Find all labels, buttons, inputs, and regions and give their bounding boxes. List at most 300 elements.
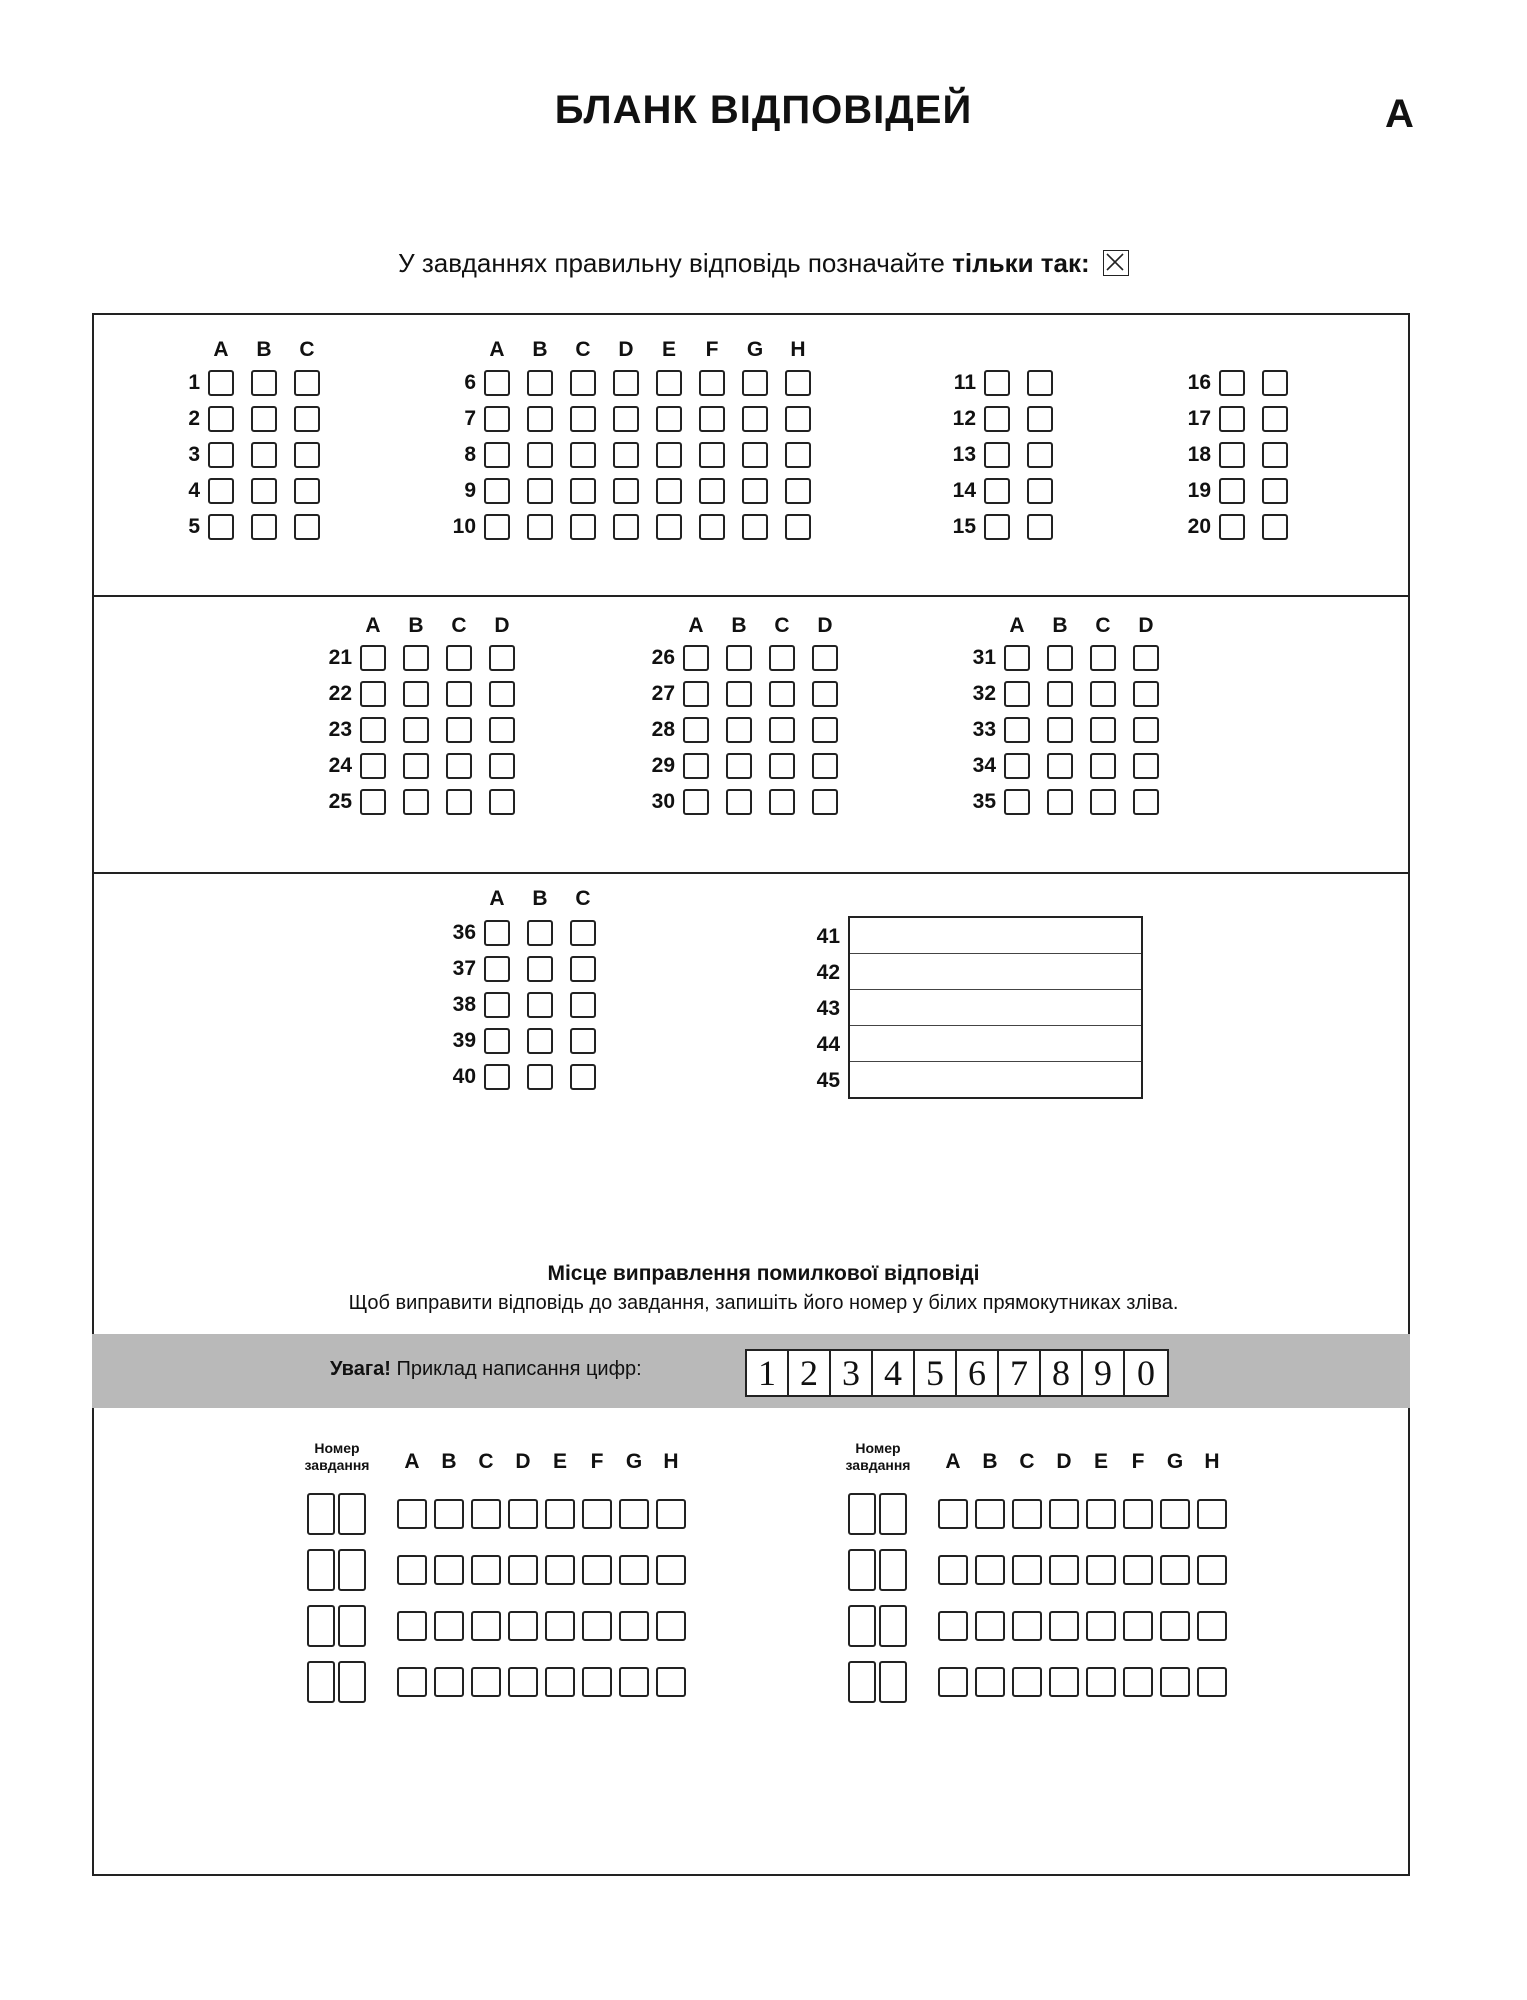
answer-checkbox[interactable] <box>360 645 386 671</box>
answer-checkbox[interactable] <box>1004 681 1030 707</box>
answer-checkbox[interactable] <box>446 645 472 671</box>
question-number: 29 <box>651 754 675 777</box>
correction-checkbox[interactable] <box>1012 1667 1042 1697</box>
answer-checkbox[interactable] <box>294 478 320 504</box>
answer-checkbox[interactable] <box>699 442 725 468</box>
task-number-cell[interactable] <box>307 1493 335 1535</box>
task-number-cell[interactable] <box>338 1661 366 1703</box>
option-letter: D <box>1138 614 1154 637</box>
answer-checkbox[interactable] <box>769 789 795 815</box>
answer-checkbox[interactable] <box>208 442 234 468</box>
answer-checkbox[interactable] <box>1133 645 1159 671</box>
question-number: 43 <box>816 997 840 1020</box>
answer-checkbox[interactable] <box>656 370 682 396</box>
task-number-label-line1: Номер <box>314 1440 360 1456</box>
answer-checkbox[interactable] <box>489 681 515 707</box>
answer-checkbox[interactable] <box>403 753 429 779</box>
answer-checkbox[interactable] <box>812 645 838 671</box>
answer-checkbox[interactable] <box>812 753 838 779</box>
question-number: 37 <box>452 957 476 980</box>
instruction-bold: тільки так: <box>952 248 1090 278</box>
question-number: 38 <box>452 993 476 1016</box>
answer-checkbox[interactable] <box>656 478 682 504</box>
answer-checkbox[interactable] <box>484 1028 510 1054</box>
correction-checkbox[interactable] <box>471 1611 501 1641</box>
correction-checkbox[interactable] <box>1160 1499 1190 1529</box>
answer-checkbox[interactable] <box>742 370 768 396</box>
correction-checkbox[interactable] <box>1012 1499 1042 1529</box>
answer-checkbox[interactable] <box>984 370 1010 396</box>
open-answer-box[interactable] <box>848 916 1143 1099</box>
answer-checkbox[interactable] <box>683 753 709 779</box>
answer-checkbox[interactable] <box>570 1064 596 1090</box>
question-number: 28 <box>651 718 675 741</box>
answer-checkbox[interactable] <box>726 645 752 671</box>
correction-checkbox[interactable] <box>1160 1667 1190 1697</box>
question-number: 5 <box>188 515 200 538</box>
correction-checkbox[interactable] <box>938 1611 968 1641</box>
answer-checkbox[interactable] <box>984 514 1010 540</box>
answer-checkbox[interactable] <box>1047 645 1073 671</box>
option-letter: A <box>365 614 381 637</box>
answer-checkbox[interactable] <box>726 717 752 743</box>
option-letter: C <box>1095 614 1111 637</box>
answer-checkbox[interactable] <box>251 478 277 504</box>
answer-checkbox[interactable] <box>570 406 596 432</box>
correction-checkbox[interactable] <box>434 1667 464 1697</box>
open-answer-row[interactable] <box>850 1026 1141 1062</box>
answer-checkbox[interactable] <box>294 442 320 468</box>
option-letter: B <box>532 887 548 910</box>
correction-checkbox[interactable] <box>1012 1611 1042 1641</box>
option-letter: B <box>256 338 272 361</box>
option-letter: G <box>625 1450 643 1473</box>
question-number: 3 <box>188 443 200 466</box>
answer-checkbox[interactable] <box>446 717 472 743</box>
correction-checkbox[interactable] <box>1049 1555 1079 1585</box>
question-number: 18 <box>1187 443 1211 466</box>
correction-checkbox[interactable] <box>582 1499 612 1529</box>
correction-checkbox[interactable] <box>508 1667 538 1697</box>
option-letter: C <box>451 614 467 637</box>
correction-checkbox[interactable] <box>975 1667 1005 1697</box>
answer-checkbox[interactable] <box>785 406 811 432</box>
answer-checkbox[interactable] <box>570 992 596 1018</box>
answer-checkbox[interactable] <box>403 645 429 671</box>
correction-checkbox[interactable] <box>1123 1667 1153 1697</box>
digit-sample: 1 <box>747 1351 789 1395</box>
question-number: 25 <box>328 790 352 813</box>
answer-checkbox[interactable] <box>785 442 811 468</box>
answer-checkbox[interactable] <box>208 406 234 432</box>
correction-checkbox[interactable] <box>619 1611 649 1641</box>
answer-checkbox[interactable] <box>1047 681 1073 707</box>
answer-checkbox[interactable] <box>489 717 515 743</box>
correction-checkbox[interactable] <box>508 1555 538 1585</box>
task-number-cell[interactable] <box>338 1493 366 1535</box>
question-number: 24 <box>328 754 352 777</box>
answer-checkbox[interactable] <box>1133 753 1159 779</box>
open-answer-row[interactable] <box>850 990 1141 1026</box>
question-number: 8 <box>464 443 476 466</box>
answer-checkbox[interactable] <box>984 478 1010 504</box>
answer-checkbox[interactable] <box>785 370 811 396</box>
correction-checkbox[interactable] <box>1123 1555 1153 1585</box>
answer-checkbox[interactable] <box>208 478 234 504</box>
answer-checkbox[interactable] <box>251 514 277 540</box>
instruction-text: У завданнях правильну відповідь позначайте <box>398 248 945 278</box>
answer-checkbox[interactable] <box>527 920 553 946</box>
option-letter: A <box>1009 614 1025 637</box>
option-letter: C <box>774 614 790 637</box>
answer-checkbox[interactable] <box>208 370 234 396</box>
answer-checkbox[interactable] <box>294 514 320 540</box>
digit-sample: 3 <box>831 1351 873 1395</box>
sample-cross-icon <box>1103 250 1129 276</box>
question-number: 6 <box>464 371 476 394</box>
question-number: 44 <box>816 1033 840 1056</box>
answer-checkbox[interactable] <box>769 645 795 671</box>
answer-checkbox[interactable] <box>251 406 277 432</box>
answer-checkbox[interactable] <box>527 406 553 432</box>
correction-checkbox[interactable] <box>582 1611 612 1641</box>
correction-checkbox[interactable] <box>582 1667 612 1697</box>
answer-checkbox[interactable] <box>489 753 515 779</box>
answer-checkbox[interactable] <box>527 478 553 504</box>
correction-checkbox[interactable] <box>1197 1611 1227 1641</box>
answer-checkbox[interactable] <box>527 370 553 396</box>
answer-checkbox[interactable] <box>360 681 386 707</box>
answer-checkbox[interactable] <box>812 681 838 707</box>
correction-checkbox[interactable] <box>1086 1555 1116 1585</box>
answer-checkbox[interactable] <box>812 717 838 743</box>
task-number-cell[interactable] <box>879 1493 907 1535</box>
correction-checkbox[interactable] <box>975 1611 1005 1641</box>
correction-checkbox[interactable] <box>434 1555 464 1585</box>
task-number-label <box>297 1440 377 1474</box>
answer-checkbox[interactable] <box>1004 717 1030 743</box>
option-letter: C <box>299 338 315 361</box>
answer-checkbox[interactable] <box>742 406 768 432</box>
answer-checkbox[interactable] <box>613 370 639 396</box>
answer-checkbox[interactable] <box>484 442 510 468</box>
open-answer-row[interactable] <box>850 1062 1141 1098</box>
task-number-cell[interactable] <box>848 1605 876 1647</box>
correction-checkbox[interactable] <box>656 1667 686 1697</box>
correction-checkbox[interactable] <box>434 1499 464 1529</box>
answer-checkbox[interactable] <box>613 406 639 432</box>
answer-checkbox[interactable] <box>446 681 472 707</box>
answer-checkbox[interactable] <box>1027 514 1053 540</box>
answer-checkbox[interactable] <box>360 753 386 779</box>
answer-checkbox[interactable] <box>1133 681 1159 707</box>
answer-checkbox[interactable] <box>484 992 510 1018</box>
answer-checkbox[interactable] <box>1004 789 1030 815</box>
digit-sample: 9 <box>1083 1351 1125 1395</box>
question-number: 34 <box>972 754 996 777</box>
correction-title: Місце виправлення помилкової відповіді <box>547 1262 980 1285</box>
answer-checkbox[interactable] <box>1219 370 1245 396</box>
answer-checkbox[interactable] <box>360 717 386 743</box>
correction-checkbox[interactable] <box>1123 1499 1153 1529</box>
correction-checkbox[interactable] <box>1197 1555 1227 1585</box>
correction-checkbox[interactable] <box>1012 1555 1042 1585</box>
question-number: 21 <box>328 646 352 669</box>
answer-checkbox[interactable] <box>699 406 725 432</box>
open-answer-row[interactable] <box>850 954 1141 990</box>
question-number: 16 <box>1187 371 1211 394</box>
correction-checkbox[interactable] <box>1197 1499 1227 1529</box>
answer-checkbox[interactable] <box>699 478 725 504</box>
task-number-cell[interactable] <box>307 1605 335 1647</box>
answer-checkbox[interactable] <box>208 514 234 540</box>
answer-checkbox[interactable] <box>726 681 752 707</box>
option-letter: D <box>1056 1450 1072 1473</box>
option-letter: C <box>1019 1450 1035 1473</box>
task-number-cell[interactable] <box>879 1661 907 1703</box>
answer-checkbox[interactable] <box>570 1028 596 1054</box>
answer-checkbox[interactable] <box>251 442 277 468</box>
question-number: 33 <box>972 718 996 741</box>
task-number-cell[interactable] <box>848 1493 876 1535</box>
answer-checkbox[interactable] <box>570 442 596 468</box>
correction-checkbox[interactable] <box>1123 1611 1153 1641</box>
question-number: 31 <box>972 646 996 669</box>
correction-checkbox[interactable] <box>545 1555 575 1585</box>
correction-checkbox[interactable] <box>1086 1611 1116 1641</box>
correction-checkbox[interactable] <box>397 1499 427 1529</box>
correction-checkbox[interactable] <box>1086 1667 1116 1697</box>
answer-checkbox[interactable] <box>1004 753 1030 779</box>
answer-checkbox[interactable] <box>489 789 515 815</box>
option-letter: F <box>705 338 719 361</box>
answer-checkbox[interactable] <box>1219 514 1245 540</box>
answer-checkbox[interactable] <box>570 370 596 396</box>
answer-checkbox[interactable] <box>484 514 510 540</box>
answer-checkbox[interactable] <box>1004 645 1030 671</box>
answer-checkbox[interactable] <box>683 717 709 743</box>
option-letter: E <box>552 1450 567 1473</box>
option-letter: D <box>494 614 510 637</box>
answer-checkbox[interactable] <box>613 478 639 504</box>
question-number: 4 <box>188 479 200 502</box>
answer-checkbox[interactable] <box>570 514 596 540</box>
answer-checkbox[interactable] <box>403 789 429 815</box>
answer-checkbox[interactable] <box>699 370 725 396</box>
correction-checkbox[interactable] <box>1086 1499 1116 1529</box>
correction-checkbox[interactable] <box>1160 1555 1190 1585</box>
answer-checkbox[interactable] <box>527 1028 553 1054</box>
correction-checkbox[interactable] <box>545 1611 575 1641</box>
answer-checkbox[interactable] <box>613 442 639 468</box>
option-letter: A <box>489 338 505 361</box>
option-letter: B <box>1052 614 1068 637</box>
task-number-cell[interactable] <box>338 1605 366 1647</box>
correction-checkbox[interactable] <box>1049 1667 1079 1697</box>
task-number-cell[interactable] <box>307 1661 335 1703</box>
correction-checkbox[interactable] <box>656 1555 686 1585</box>
answer-checkbox[interactable] <box>984 442 1010 468</box>
correction-checkbox[interactable] <box>397 1555 427 1585</box>
page-title: БЛАНК ВІДПОВІДЕЙ <box>554 88 973 132</box>
correction-checkbox[interactable] <box>975 1555 1005 1585</box>
answer-checkbox[interactable] <box>1262 478 1288 504</box>
answer-checkbox[interactable] <box>769 717 795 743</box>
answer-checkbox[interactable] <box>1219 406 1245 432</box>
answer-checkbox[interactable] <box>1262 442 1288 468</box>
correction-checkbox[interactable] <box>619 1499 649 1529</box>
answer-checkbox[interactable] <box>527 442 553 468</box>
answer-checkbox[interactable] <box>683 789 709 815</box>
correction-checkbox[interactable] <box>619 1555 649 1585</box>
answer-checkbox[interactable] <box>484 956 510 982</box>
task-number-cell[interactable] <box>879 1549 907 1591</box>
correction-checkbox[interactable] <box>938 1555 968 1585</box>
answer-checkbox[interactable] <box>570 920 596 946</box>
task-number-cell[interactable] <box>848 1661 876 1703</box>
correction-checkbox[interactable] <box>545 1667 575 1697</box>
correction-checkbox[interactable] <box>656 1499 686 1529</box>
answer-checkbox[interactable] <box>1027 370 1053 396</box>
answer-checkbox[interactable] <box>785 514 811 540</box>
correction-checkbox[interactable] <box>508 1611 538 1641</box>
answer-checkbox[interactable] <box>1090 681 1116 707</box>
answer-checkbox[interactable] <box>570 478 596 504</box>
answer-checkbox[interactable] <box>1090 789 1116 815</box>
answer-checkbox[interactable] <box>403 717 429 743</box>
correction-checkbox[interactable] <box>975 1499 1005 1529</box>
answer-checkbox[interactable] <box>1047 717 1073 743</box>
answer-checkbox[interactable] <box>683 645 709 671</box>
answer-checkbox[interactable] <box>812 789 838 815</box>
answer-checkbox[interactable] <box>726 753 752 779</box>
question-number: 14 <box>952 479 976 502</box>
task-number-cell[interactable] <box>848 1549 876 1591</box>
correction-checkbox[interactable] <box>397 1611 427 1641</box>
attention-text: Приклад написання цифр: <box>396 1358 642 1380</box>
answer-checkbox[interactable] <box>1219 442 1245 468</box>
answer-checkbox[interactable] <box>484 370 510 396</box>
option-letter: H <box>790 338 806 361</box>
answer-checkbox[interactable] <box>656 514 682 540</box>
answer-checkbox[interactable] <box>446 753 472 779</box>
digit-sample: 6 <box>957 1351 999 1395</box>
correction-checkbox[interactable] <box>582 1555 612 1585</box>
correction-checkbox[interactable] <box>619 1667 649 1697</box>
answer-checkbox[interactable] <box>1027 406 1053 432</box>
correction-checkbox[interactable] <box>471 1499 501 1529</box>
answer-checkbox[interactable] <box>1262 514 1288 540</box>
answer-checkbox[interactable] <box>484 478 510 504</box>
answer-checkbox[interactable] <box>484 1064 510 1090</box>
correction-checkbox[interactable] <box>938 1499 968 1529</box>
answer-checkbox[interactable] <box>984 406 1010 432</box>
question-number: 30 <box>651 790 675 813</box>
task-number-label <box>838 1440 918 1474</box>
answer-checkbox[interactable] <box>1047 789 1073 815</box>
option-letter: F <box>590 1450 604 1473</box>
answer-checkbox[interactable] <box>656 442 682 468</box>
correction-checkbox[interactable] <box>1049 1499 1079 1529</box>
task-number-cell[interactable] <box>307 1549 335 1591</box>
answer-checkbox[interactable] <box>1047 753 1073 779</box>
answer-checkbox[interactable] <box>1262 406 1288 432</box>
option-letter: A <box>945 1450 961 1473</box>
question-number: 7 <box>464 407 476 430</box>
answer-checkbox[interactable] <box>742 478 768 504</box>
answer-checkbox[interactable] <box>251 370 277 396</box>
correction-checkbox[interactable] <box>1160 1611 1190 1641</box>
answer-checkbox[interactable] <box>489 645 515 671</box>
answer-checkbox[interactable] <box>699 514 725 540</box>
correction-checkbox[interactable] <box>1197 1667 1227 1697</box>
correction-checkbox[interactable] <box>508 1499 538 1529</box>
answer-checkbox[interactable] <box>656 406 682 432</box>
option-letter: C <box>478 1450 494 1473</box>
answer-checkbox[interactable] <box>527 514 553 540</box>
answer-checkbox[interactable] <box>683 681 709 707</box>
attention-word: Увага! <box>330 1358 391 1380</box>
option-letter: D <box>515 1450 531 1473</box>
open-answer-row[interactable] <box>850 918 1141 954</box>
task-number-cell[interactable] <box>338 1549 366 1591</box>
answer-checkbox[interactable] <box>769 753 795 779</box>
answer-checkbox[interactable] <box>527 1064 553 1090</box>
option-letter: H <box>663 1450 679 1473</box>
answer-checkbox[interactable] <box>1133 789 1159 815</box>
answer-checkbox[interactable] <box>294 370 320 396</box>
answer-checkbox[interactable] <box>1027 442 1053 468</box>
question-number: 2 <box>188 407 200 430</box>
task-number-cell[interactable] <box>879 1605 907 1647</box>
answer-checkbox[interactable] <box>570 956 596 982</box>
option-letter: D <box>817 614 833 637</box>
answer-checkbox[interactable] <box>1219 478 1245 504</box>
answer-checkbox[interactable] <box>1090 717 1116 743</box>
correction-checkbox[interactable] <box>471 1667 501 1697</box>
answer-checkbox[interactable] <box>742 442 768 468</box>
answer-checkbox[interactable] <box>527 992 553 1018</box>
answer-checkbox[interactable] <box>769 681 795 707</box>
answer-checkbox[interactable] <box>1027 478 1053 504</box>
answer-checkbox[interactable] <box>1090 645 1116 671</box>
answer-checkbox[interactable] <box>785 478 811 504</box>
answer-checkbox[interactable] <box>484 920 510 946</box>
answer-checkbox[interactable] <box>613 514 639 540</box>
correction-checkbox[interactable] <box>545 1499 575 1529</box>
correction-checkbox[interactable] <box>656 1611 686 1641</box>
correction-checkbox[interactable] <box>397 1667 427 1697</box>
answer-checkbox[interactable] <box>1262 370 1288 396</box>
answer-frame <box>92 313 1410 1876</box>
option-letter: F <box>1131 1450 1145 1473</box>
correction-checkbox[interactable] <box>471 1555 501 1585</box>
correction-checkbox[interactable] <box>938 1667 968 1697</box>
correction-checkbox[interactable] <box>1049 1611 1079 1641</box>
correction-checkbox[interactable] <box>434 1611 464 1641</box>
answer-checkbox[interactable] <box>294 406 320 432</box>
answer-checkbox[interactable] <box>360 789 386 815</box>
answer-checkbox[interactable] <box>742 514 768 540</box>
answer-checkbox[interactable] <box>527 956 553 982</box>
answer-checkbox[interactable] <box>1090 753 1116 779</box>
answer-checkbox[interactable] <box>726 789 752 815</box>
answer-checkbox[interactable] <box>446 789 472 815</box>
answer-checkbox[interactable] <box>1133 717 1159 743</box>
answer-checkbox[interactable] <box>403 681 429 707</box>
answer-checkbox[interactable] <box>484 406 510 432</box>
question-number: 27 <box>651 682 675 705</box>
